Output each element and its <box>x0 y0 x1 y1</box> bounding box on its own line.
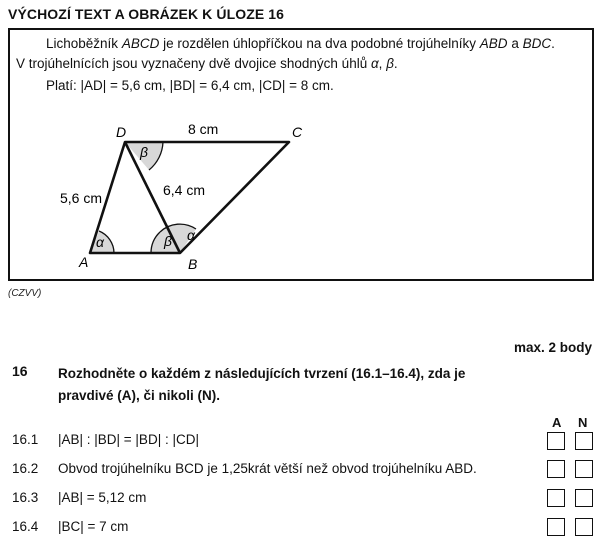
angle-symbol-alpha-A: α <box>96 234 104 250</box>
statement-text-16-1: |AB| : |BD| = |BD| : |CD| <box>58 432 199 447</box>
statement-number-16-3: 16.3 <box>12 490 39 505</box>
max-points: max. 2 body <box>513 340 592 355</box>
question-text-line-1: Rozhodněte o každém z následujících tvrzení (16.1–16.4), zda je <box>58 366 466 381</box>
statement-number-16-2: 16.2 <box>12 461 39 476</box>
intro-line-3: Platí: |AD| = 5,6 cm, |BD| = 6,4 cm, |CD| = 8 cm. <box>46 78 334 93</box>
checkbox-16-3-yes[interactable] <box>547 489 565 507</box>
vertex-label-C: C <box>292 124 303 140</box>
length-label-AD: 5,6 cm <box>60 190 103 206</box>
vertex-label-B: B <box>188 256 198 272</box>
checkbox-16-4-yes[interactable] <box>547 518 565 536</box>
checkbox-16-2-no[interactable] <box>575 460 593 478</box>
column-header-no: N <box>578 415 588 430</box>
checkbox-16-2-yes[interactable] <box>547 460 565 478</box>
length-label-BD: 6,4 cm <box>163 182 206 198</box>
angle-symbol-alpha-B: α <box>187 227 195 243</box>
vertex-label-A: A <box>79 254 89 270</box>
statement-text-16-3: |AB| = 5,12 cm <box>58 490 147 505</box>
statement-number-16-1: 16.1 <box>12 432 39 447</box>
checkbox-16-1-yes[interactable] <box>547 432 565 450</box>
angle-symbol-beta-B: β <box>164 233 172 249</box>
intro-line-1: Lichoběžník ABCD je rozdělen úhlopříčkou na dva podobné trojúhelníky ABD a BDC. <box>46 36 555 51</box>
statement-text-16-4: |BC| = 7 cm <box>58 519 129 534</box>
statement-number-16-4: 16.4 <box>12 519 39 534</box>
checkbox-16-4-no[interactable] <box>575 518 593 536</box>
question-text <box>58 363 528 407</box>
trapezoid-figure <box>2 2 604 292</box>
checkbox-16-3-no[interactable] <box>575 489 593 507</box>
source-text-box <box>8 28 594 281</box>
intro-line-2: V trojúhelnících jsou vyznačeny dvě dvojice shodných úhlů α, β. <box>16 56 398 71</box>
source-credit: (CZVV) <box>8 288 42 299</box>
question-number: 16 <box>12 363 28 379</box>
question-text-line-2: pravdivé (A), či nikoli (N). <box>58 388 221 403</box>
column-header-yes: A <box>552 415 562 430</box>
length-label-DC: 8 cm <box>188 121 219 137</box>
checkbox-16-1-no[interactable] <box>575 432 593 450</box>
angle-symbol-beta-D: β <box>140 144 148 160</box>
section-heading: VÝCHOZÍ TEXT A OBRÁZEK K ÚLOZE 16 <box>8 6 285 22</box>
vertex-label-D: D <box>116 124 127 140</box>
statement-text-16-2: Obvod trojúhelníku BCD je 1,25krát větší než obvod trojúhelníku ABD. <box>58 461 477 476</box>
